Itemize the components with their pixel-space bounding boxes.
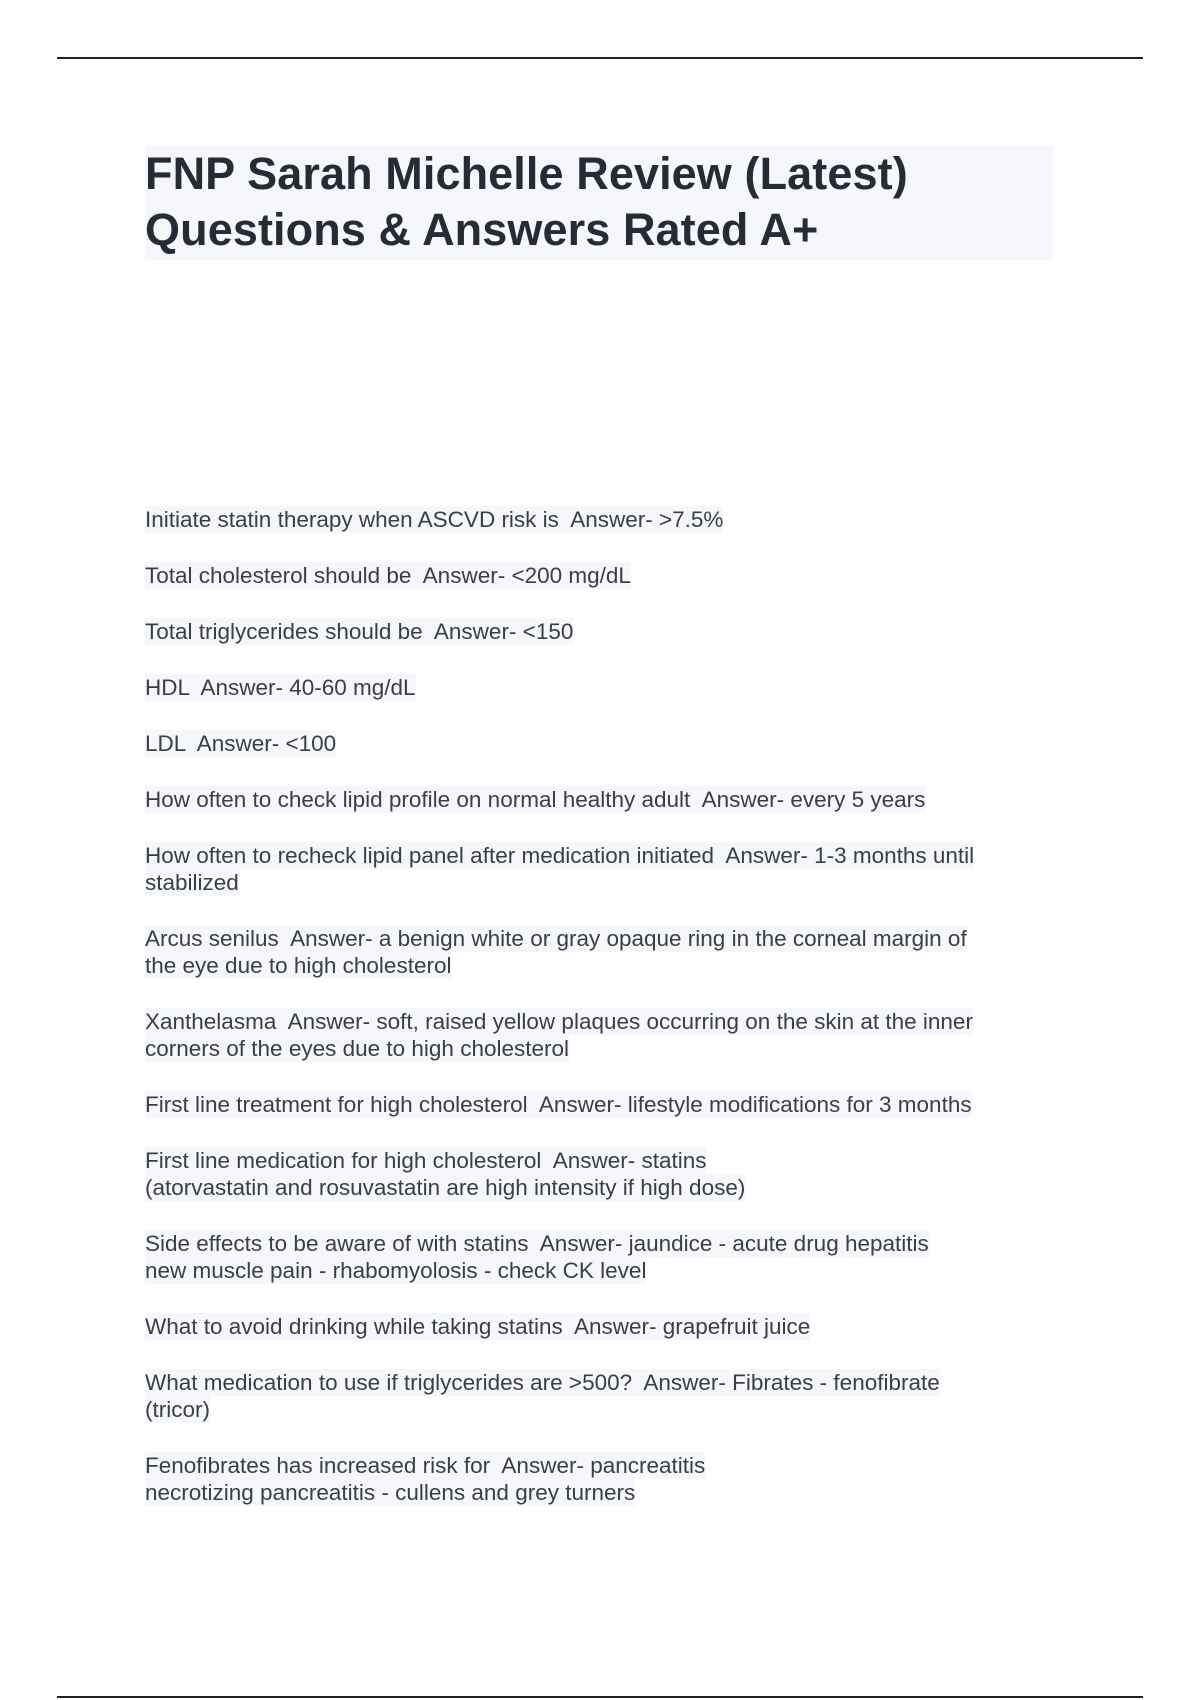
qa-item	[145, 1008, 1075, 1062]
qa-text: Fenofibrates has increased risk for Answer- pancreatitis	[145, 1453, 706, 1478]
qa-item	[145, 1091, 1075, 1118]
qa-list	[145, 506, 1075, 1535]
qa-item	[145, 674, 1075, 701]
qa-text: Xanthelasma Answer- soft, raised yellow plaques occurring on the skin at the inner	[145, 1009, 973, 1034]
qa-item	[145, 1230, 1075, 1284]
qa-item	[145, 1313, 1075, 1340]
bottom-divider	[57, 1696, 1143, 1698]
qa-text-continued: corners of the eyes due to high cholesterol	[145, 1036, 570, 1061]
qa-text: How often to recheck lipid panel after medication initiated Answer- 1-3 months until	[145, 843, 975, 868]
document-title	[145, 146, 1053, 260]
top-divider	[57, 57, 1143, 59]
title-line-1: FNP Sarah Michelle Review (Latest)	[145, 148, 908, 199]
qa-item	[145, 1147, 1075, 1201]
page-title	[145, 146, 1053, 258]
qa-item	[145, 506, 1075, 533]
qa-text-continued: (tricor)	[145, 1397, 210, 1422]
qa-item	[145, 730, 1075, 757]
qa-text: What medication to use if triglycerides are >500? Answer- Fibrates - fenofibrate	[145, 1370, 940, 1395]
qa-text: LDL Answer- <100	[145, 731, 337, 756]
qa-text-continued: new muscle pain - rhabomyolosis - check CK level	[145, 1258, 647, 1283]
qa-item	[145, 925, 1075, 979]
qa-text-continued: necrotizing pancreatitis - cullens and grey turners	[145, 1480, 636, 1505]
qa-text: First line treatment for high cholesterol Answer- lifestyle modifications for 3 months	[145, 1092, 972, 1117]
qa-item	[145, 562, 1075, 589]
qa-item	[145, 786, 1075, 813]
qa-text: HDL Answer- 40-60 mg/dL	[145, 675, 416, 700]
qa-text: Initiate statin therapy when ASCVD risk is Answer- >7.5%	[145, 507, 724, 532]
qa-text: What to avoid drinking while taking statins Answer- grapefruit juice	[145, 1314, 811, 1339]
qa-text-continued: stabilized	[145, 870, 239, 895]
qa-text-continued: the eye due to high cholesterol	[145, 953, 452, 978]
qa-text: Total triglycerides should be Answer- <150	[145, 619, 574, 644]
qa-item	[145, 618, 1075, 645]
qa-text: Total cholesterol should be Answer- <200 mg/dL	[145, 563, 631, 588]
qa-text-continued: (atorvastatin and rosuvastatin are high intensity if high dose)	[145, 1175, 746, 1200]
qa-text: First line medication for high cholesterol Answer- statins	[145, 1148, 707, 1173]
qa-text: Side effects to be aware of with statins Answer- jaundice - acute drug hepatitis	[145, 1231, 929, 1256]
qa-item	[145, 842, 1075, 896]
qa-text: Arcus senilus Answer- a benign white or gray opaque ring in the corneal margin of	[145, 926, 967, 951]
qa-text: How often to check lipid profile on normal healthy adult Answer- every 5 years	[145, 787, 926, 812]
qa-item	[145, 1452, 1075, 1506]
title-line-2: Questions & Answers Rated A+	[145, 204, 819, 255]
qa-item	[145, 1369, 1075, 1423]
